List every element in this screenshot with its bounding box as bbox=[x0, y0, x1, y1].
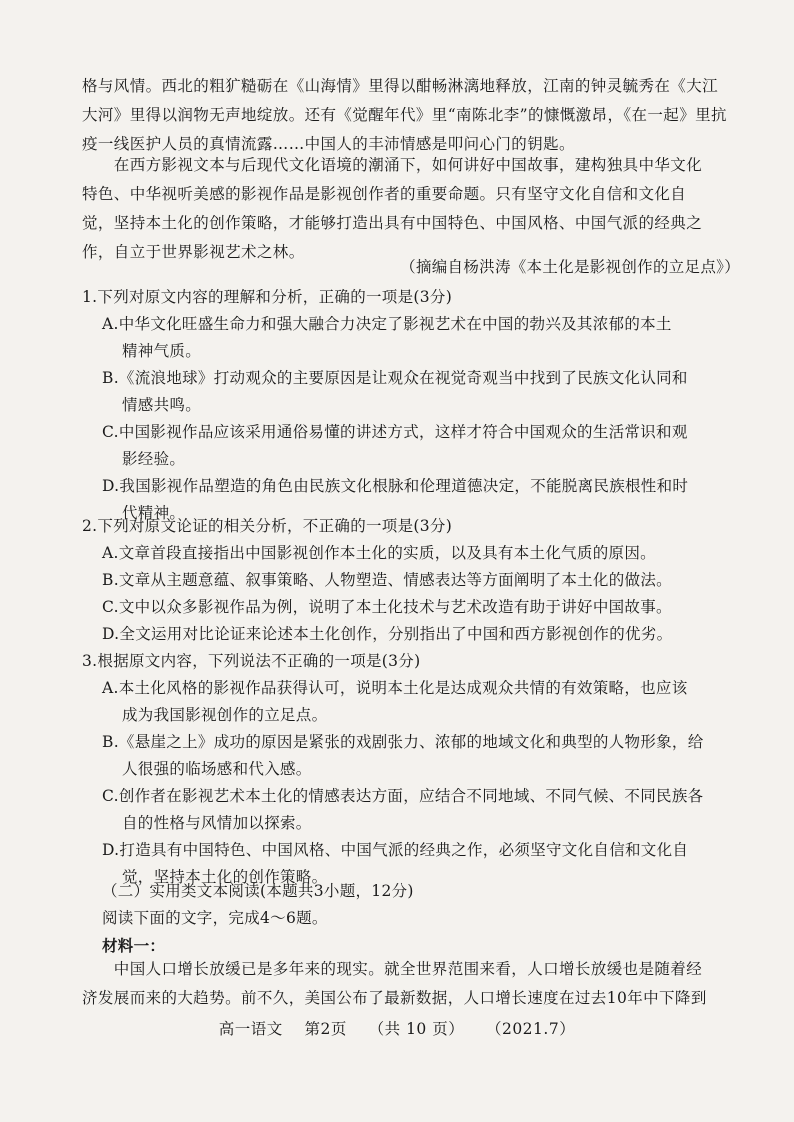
passage-line: 疫一线医护人员的真情流露……中国人的丰沛情感是叩问心门的钥匙。 bbox=[82, 135, 575, 153]
option-d-continued: 觉，坚持本土化的创作策略。 bbox=[122, 868, 328, 886]
option-b: B.文章从主题意蕴、叙事策略、人物塑造、情感表达等方面阐明了本土化的做法。 bbox=[102, 571, 672, 589]
footer-date: （2021.7） bbox=[485, 1020, 576, 1038]
passage-line: 作，自立于世界影视艺术之林。 bbox=[82, 243, 305, 261]
section-instruction: 阅读下面的文字，完成4～6题。 bbox=[102, 909, 328, 927]
passage-line: 觉，坚持本土化的创作策略，才能够打造出具有中国特色、中国风格、中国气派的经典之 bbox=[82, 214, 703, 232]
option-c: C.中国影视作品应该采用通俗易懂的讲述方式，这样才符合中国观众的生活常识和观 bbox=[102, 423, 688, 441]
option-a-continued: 精神气质。 bbox=[122, 342, 202, 360]
question-2 bbox=[82, 513, 752, 648]
option-a: A.文章首段直接指出中国影视创作本土化的实质，以及具有本土化气质的原因。 bbox=[102, 544, 656, 562]
footer-page-number: 第2页 bbox=[304, 1020, 347, 1038]
material-1-text bbox=[82, 955, 742, 1013]
page-footer bbox=[0, 1017, 794, 1039]
option-b-continued: 情感共鸣。 bbox=[122, 396, 202, 414]
option-c: C.文中以众多影视作品为例，说明了本土化技术与艺术改造有助于讲好中国故事。 bbox=[102, 598, 672, 616]
option-b: B.《悬崖之上》成功的原因是紧张的戏剧张力、浓郁的地域文化和典型的人物形象，给 bbox=[102, 733, 704, 751]
section-heading: （二）实用类文本阅读(本题共3小题，12分) bbox=[102, 882, 414, 900]
material-line: 中国人口增长放缓已是多年来的现实。就全世界范围来看，人口增长放缓也是随着经 bbox=[82, 960, 703, 978]
option-d: D.我国影视作品塑造的角色由民族文化根脉和伦理道德决定，不能脱离民族根性和时 bbox=[102, 477, 689, 495]
question-stem: 1.下列对原文内容的理解和分析，正确的一项是(3分) bbox=[82, 288, 453, 306]
passage-source: （摘编自杨洪涛《本土化是影视创作的立足点》） bbox=[400, 258, 740, 276]
option-d: D.全文运用对比论证来论述本土化创作，分别指出了中国和西方影视创作的优劣。 bbox=[102, 625, 673, 643]
option-b-continued: 人很强的临场感和代入感。 bbox=[122, 760, 312, 778]
option-c: C.创作者在影视艺术本土化的情感表达方面，应结合不同地域、不同气候、不同民族各 bbox=[102, 787, 704, 805]
passage-line: 在西方影视文本与后现代文化语境的潮涌下，如何讲好中国故事，建构独具中华文化 bbox=[82, 156, 703, 174]
footer-total-pages: （共 10 页） bbox=[368, 1020, 465, 1038]
option-b: B.《流浪地球》打动观众的主要原因是让观众在视觉奇观当中找到了民族文化认同和 bbox=[102, 369, 688, 387]
passage-paragraph-2 bbox=[82, 151, 742, 267]
passage-paragraph-1 bbox=[82, 72, 742, 159]
question-1 bbox=[82, 284, 752, 527]
option-a-continued: 成为我国影视创作的立足点。 bbox=[122, 706, 328, 724]
option-d-continued: 代精神。 bbox=[122, 504, 186, 522]
option-a: A.中华文化旺盛生命力和强大融合力决定了影视艺术在中国的勃兴及其浓郁的本土 bbox=[102, 315, 672, 333]
passage-line: 大河》里得以润物无声地绽放。还有《觉醒年代》里“南陈北李”的慷慨激昂，《在一起》里抗 bbox=[82, 106, 727, 124]
section-practical-reading bbox=[82, 878, 752, 959]
material-line: 济发展而来的大趋势。前不久，美国公布了最新数据，人口增长速度在过去10年中下降到 bbox=[82, 989, 707, 1007]
passage-line: 特色、中华视听美感的影视作品是影视创作者的重要命题。只有坚守文化自信和文化自 bbox=[82, 185, 687, 203]
question-stem: 3.根据原文内容，下列说法不正确的一项是(3分) bbox=[82, 652, 421, 670]
question-stem: 2.下列对原文论证的相关分析，不正确的一项是(3分) bbox=[82, 517, 453, 535]
material-label: 材料一： bbox=[102, 936, 166, 955]
question-3 bbox=[82, 648, 752, 891]
option-c-continued: 自的性格与风情加以探索。 bbox=[122, 814, 312, 832]
passage-line: 格与风情。西北的粗犷糙砺在《山海情》里得以酣畅淋漓地释放，江南的钟灵毓秀在《大江 bbox=[82, 77, 719, 95]
footer-subject: 高一语文 bbox=[218, 1020, 283, 1038]
option-d: D.打造具有中国特色、中国风格、中国气派的经典之作，必须坚守文化自信和文化自 bbox=[102, 841, 689, 859]
option-a: A.本土化风格的影视作品获得认可，说明本土化是达成观众共情的有效策略，也应该 bbox=[102, 679, 688, 697]
option-c-continued: 影经验。 bbox=[122, 450, 186, 468]
